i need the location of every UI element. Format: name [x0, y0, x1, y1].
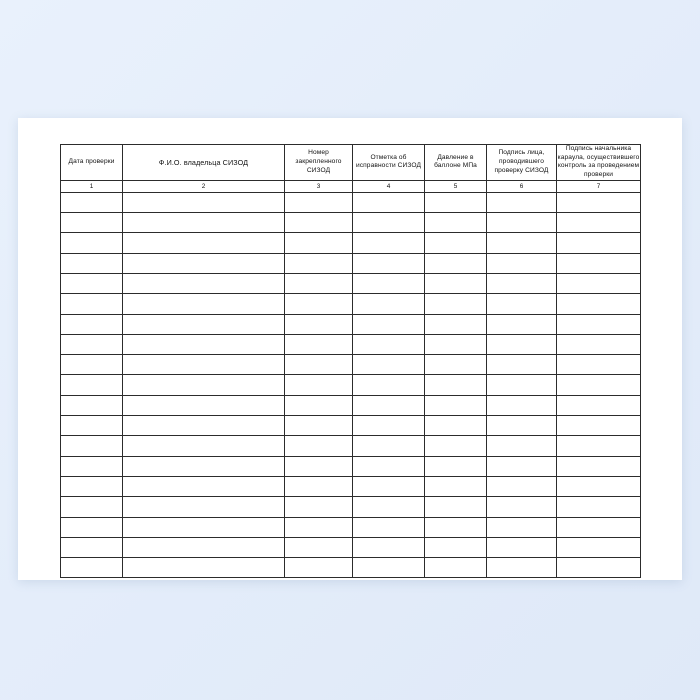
table-cell[interactable]: [285, 416, 353, 436]
table-cell[interactable]: [285, 294, 353, 314]
column-header-condition-mark: Отметка об исправности СИЗОД: [353, 145, 425, 181]
table-cell[interactable]: [557, 416, 641, 436]
table-cell[interactable]: [487, 476, 557, 496]
table-cell[interactable]: [285, 355, 353, 375]
table-cell[interactable]: [61, 233, 123, 253]
table-row: [61, 253, 641, 273]
table-cell[interactable]: [425, 213, 487, 233]
table-cell[interactable]: [557, 355, 641, 375]
table-cell[interactable]: [123, 416, 285, 436]
table-cell[interactable]: [557, 253, 641, 273]
table-cell[interactable]: [353, 456, 425, 476]
paper-sheet: [18, 118, 682, 580]
table-row: [61, 274, 641, 294]
table-cell[interactable]: [353, 334, 425, 354]
table-cell[interactable]: [425, 416, 487, 436]
table-cell[interactable]: [557, 456, 641, 476]
table-cell[interactable]: [557, 192, 641, 212]
table-cell[interactable]: [123, 274, 285, 294]
table-cell[interactable]: [285, 476, 353, 496]
table-cell[interactable]: [353, 233, 425, 253]
table-header: [61, 145, 641, 193]
table-row: [61, 497, 641, 517]
column-number-1: 1: [61, 180, 123, 192]
table-cell[interactable]: [285, 375, 353, 395]
table-cell[interactable]: [123, 436, 285, 456]
table-cell[interactable]: [557, 517, 641, 537]
table-cell[interactable]: [61, 355, 123, 375]
table-cell[interactable]: [353, 537, 425, 557]
table-cell[interactable]: [487, 233, 557, 253]
table-row: [61, 436, 641, 456]
table-row: [61, 334, 641, 354]
table-cell[interactable]: [123, 456, 285, 476]
table-cell[interactable]: [425, 395, 487, 415]
table-cell[interactable]: [285, 253, 353, 273]
table-cell[interactable]: [487, 253, 557, 273]
table-cell[interactable]: [425, 334, 487, 354]
table-cell[interactable]: [61, 497, 123, 517]
table-cell[interactable]: [557, 558, 641, 578]
table-row: [61, 314, 641, 334]
table-cell[interactable]: [61, 294, 123, 314]
table-cell[interactable]: [353, 192, 425, 212]
table-cell[interactable]: [353, 355, 425, 375]
table-cell[interactable]: [353, 476, 425, 496]
column-number-6: 6: [487, 180, 557, 192]
table-cell[interactable]: [487, 537, 557, 557]
table-cell[interactable]: [285, 274, 353, 294]
column-header-cylinder-pressure: Давление в баллоне МПа: [425, 145, 487, 181]
table-cell[interactable]: [123, 233, 285, 253]
table-cell[interactable]: [61, 558, 123, 578]
table-row: [61, 456, 641, 476]
table-header-row: [61, 145, 641, 181]
column-number-4: 4: [353, 180, 425, 192]
table-cell[interactable]: [353, 375, 425, 395]
table-cell[interactable]: [123, 253, 285, 273]
column-number-7: 7: [557, 180, 641, 192]
table-cell[interactable]: [353, 558, 425, 578]
table-column-number-row: [61, 180, 641, 192]
table-cell[interactable]: [425, 456, 487, 476]
table-cell[interactable]: [487, 517, 557, 537]
table-cell[interactable]: [61, 476, 123, 496]
table-cell[interactable]: [123, 497, 285, 517]
table-cell[interactable]: [487, 192, 557, 212]
table-cell[interactable]: [61, 436, 123, 456]
table-cell[interactable]: [425, 355, 487, 375]
table-cell[interactable]: [123, 375, 285, 395]
table-cell[interactable]: [285, 517, 353, 537]
table-cell[interactable]: [353, 517, 425, 537]
table-cell[interactable]: [425, 497, 487, 517]
table-cell[interactable]: [425, 294, 487, 314]
table-row: [61, 233, 641, 253]
table-cell[interactable]: [61, 314, 123, 334]
table-cell[interactable]: [487, 334, 557, 354]
table-row: [61, 395, 641, 415]
table-row: [61, 375, 641, 395]
table-cell[interactable]: [285, 558, 353, 578]
table-cell[interactable]: [123, 537, 285, 557]
table-cell[interactable]: [487, 314, 557, 334]
column-number-3: 3: [285, 180, 353, 192]
table-cell[interactable]: [487, 395, 557, 415]
table-cell[interactable]: [285, 537, 353, 557]
table-cell[interactable]: [425, 537, 487, 557]
table-cell[interactable]: [123, 355, 285, 375]
table-cell[interactable]: [557, 436, 641, 456]
table-cell[interactable]: [285, 233, 353, 253]
table-cell[interactable]: [557, 233, 641, 253]
column-number-2: 2: [123, 180, 285, 192]
column-header-device-number: Номер закрепленного СИЗОД: [285, 145, 353, 181]
table-cell[interactable]: [285, 192, 353, 212]
table-cell[interactable]: [557, 537, 641, 557]
table-cell[interactable]: [123, 192, 285, 212]
column-header-date: Дата проверки: [61, 145, 123, 181]
table-cell[interactable]: [123, 213, 285, 233]
table-cell[interactable]: [61, 253, 123, 273]
table-cell[interactable]: [425, 558, 487, 578]
table-cell[interactable]: [123, 476, 285, 496]
table-cell[interactable]: [353, 314, 425, 334]
table-cell[interactable]: [123, 558, 285, 578]
table-cell[interactable]: [123, 314, 285, 334]
table-cell[interactable]: [61, 213, 123, 233]
table-cell[interactable]: [61, 274, 123, 294]
table-cell[interactable]: [61, 537, 123, 557]
table-cell[interactable]: [353, 416, 425, 436]
table-body: [61, 192, 641, 578]
table-cell[interactable]: [425, 517, 487, 537]
table-cell[interactable]: [123, 334, 285, 354]
table-cell[interactable]: [61, 375, 123, 395]
table-row: [61, 355, 641, 375]
table-cell[interactable]: [487, 436, 557, 456]
column-number-5: 5: [425, 180, 487, 192]
table-cell[interactable]: [425, 476, 487, 496]
table-cell[interactable]: [557, 294, 641, 314]
table-cell[interactable]: [353, 497, 425, 517]
table-cell[interactable]: [557, 334, 641, 354]
table-cell[interactable]: [425, 375, 487, 395]
table-row: [61, 558, 641, 578]
journal-table: [60, 144, 641, 578]
table-cell[interactable]: [353, 436, 425, 456]
table-cell[interactable]: [353, 395, 425, 415]
table-cell[interactable]: [487, 274, 557, 294]
table-row: [61, 416, 641, 436]
table-cell[interactable]: [425, 314, 487, 334]
table-cell[interactable]: [353, 253, 425, 273]
table-cell[interactable]: [61, 395, 123, 415]
table-cell[interactable]: [425, 192, 487, 212]
table-cell[interactable]: [425, 274, 487, 294]
table-cell[interactable]: [285, 213, 353, 233]
table-cell[interactable]: [353, 274, 425, 294]
table-cell[interactable]: [285, 497, 353, 517]
table-cell[interactable]: [557, 314, 641, 334]
table-cell[interactable]: [425, 233, 487, 253]
table-row: [61, 476, 641, 496]
table-cell[interactable]: [61, 334, 123, 354]
column-header-owner-name: Ф.И.О. владельца СИЗОД: [123, 145, 285, 181]
table-cell[interactable]: [285, 334, 353, 354]
table-cell[interactable]: [557, 395, 641, 415]
table-cell[interactable]: [487, 416, 557, 436]
table-cell[interactable]: [487, 355, 557, 375]
table-cell[interactable]: [425, 436, 487, 456]
table-cell[interactable]: [487, 213, 557, 233]
table-row: [61, 192, 641, 212]
table-cell[interactable]: [487, 456, 557, 476]
table-row: [61, 213, 641, 233]
table-cell[interactable]: [61, 456, 123, 476]
table-cell[interactable]: [285, 456, 353, 476]
table-cell[interactable]: [353, 213, 425, 233]
table-row: [61, 517, 641, 537]
column-header-guard-chief-signature: Подпись начальника караула, осуществившего контроль за проведением проверки: [557, 145, 641, 181]
table-cell[interactable]: [487, 294, 557, 314]
journal-sheet: [60, 144, 640, 556]
table-cell[interactable]: [425, 253, 487, 273]
table-cell[interactable]: [557, 213, 641, 233]
table-row: [61, 294, 641, 314]
column-header-inspector-signature: Подпись лица, проводившего проверку СИЗОД: [487, 145, 557, 181]
table-cell[interactable]: [123, 517, 285, 537]
table-cell[interactable]: [557, 476, 641, 496]
table-cell[interactable]: [557, 497, 641, 517]
table-cell[interactable]: [487, 375, 557, 395]
table-cell[interactable]: [61, 416, 123, 436]
table-cell[interactable]: [487, 558, 557, 578]
table-cell[interactable]: [487, 497, 557, 517]
table-cell[interactable]: [61, 192, 123, 212]
table-cell[interactable]: [285, 314, 353, 334]
table-row: [61, 537, 641, 557]
table-cell[interactable]: [61, 517, 123, 537]
table-cell[interactable]: [285, 395, 353, 415]
table-cell[interactable]: [123, 294, 285, 314]
table-cell[interactable]: [285, 436, 353, 456]
table-cell[interactable]: [557, 375, 641, 395]
table-cell[interactable]: [557, 274, 641, 294]
table-cell[interactable]: [123, 395, 285, 415]
table-cell[interactable]: [353, 294, 425, 314]
